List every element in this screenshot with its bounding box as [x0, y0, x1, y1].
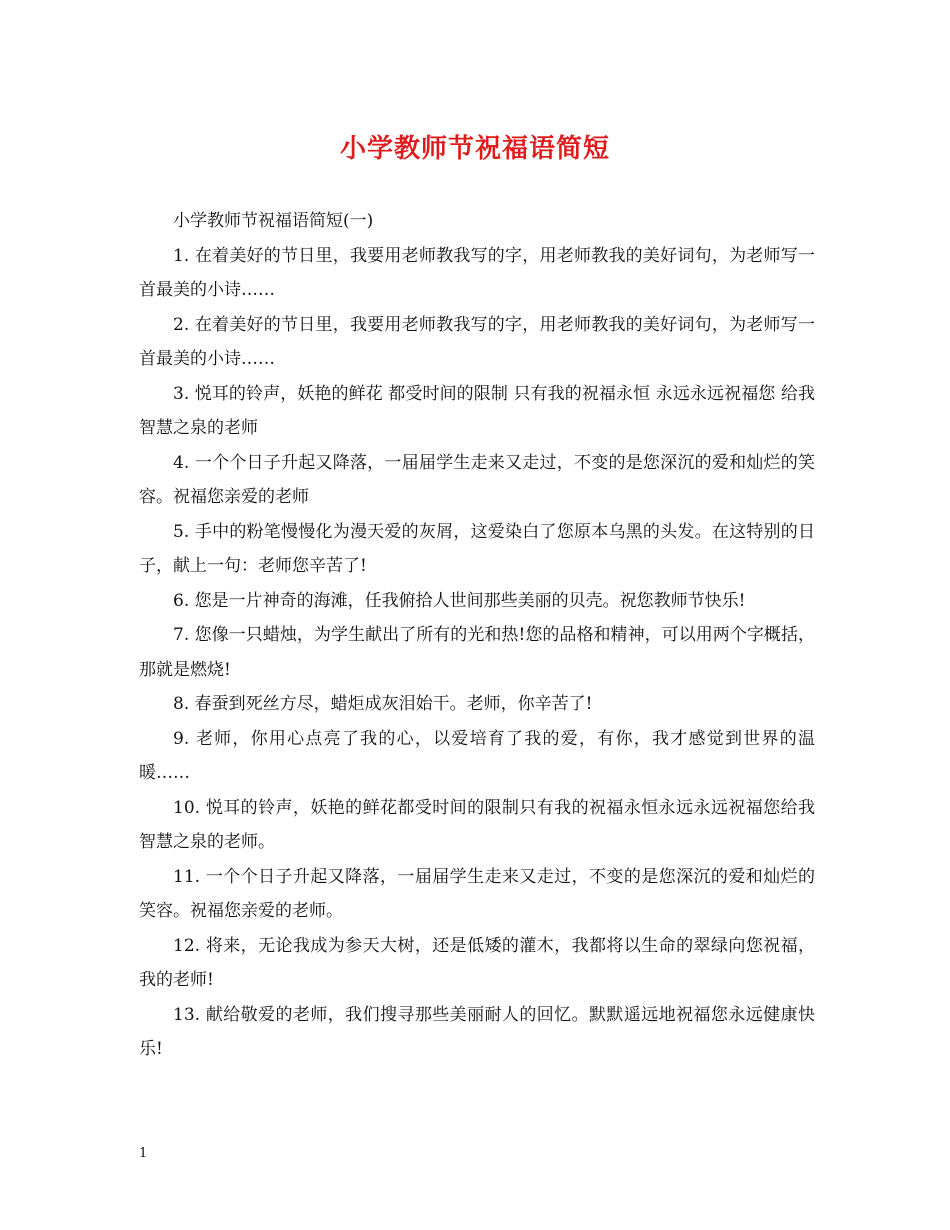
blessing-item-8: 8. 春蚕到死丝方尽，蜡炬成灰泪始干。老师，你辛苦了! — [173, 694, 593, 714]
document-body — [139, 204, 815, 1067]
blessing-item-6: 6. 您是一片神奇的海滩，任我俯拾人世间那些美丽的贝壳。祝您教师节快乐! — [173, 590, 746, 611]
blessing-item-11: 11. 一个个日子升起又降落，一届届学生走来又走过，不变的是您深沉的爱和灿烂的笑容。祝福您亲爱的老师。 — [139, 866, 815, 921]
page-number: 1 — [139, 1146, 148, 1161]
document-title: 小学教师节祝福语简短 — [339, 134, 610, 164]
section-subtitle: 小学教师节祝福语简短(一) — [173, 211, 374, 231]
blessing-item-12: 12. 将来，无论我成为参天大树，还是低矮的灌木，我都将以生命的翠绿向您祝福，我的老师! — [139, 935, 815, 990]
blessing-item-2: 2. 在着美好的节日里，我要用老师教我写的字，用老师教我的美好词句，为老师写一首最美的小诗…… — [139, 314, 815, 369]
blessing-item-9: 9. 老师，你用心点亮了我的心，以爱培育了我的爱，有你，我才感觉到世界的温暖…… — [139, 728, 815, 783]
blessing-item-13: 13. 献给敬爱的老师，我们搜寻那些美丽耐人的回忆。默默遥远地祝福您永远健康快乐! — [139, 1004, 815, 1059]
blessing-item-5: 5. 手中的粉笔慢慢化为漫天爱的灰屑，这爱染白了您原本乌黑的头发。在这特别的日子，献上一句：老师您辛苦了! — [139, 521, 815, 576]
blessing-item-4: 4. 一个个日子升起又降落，一届届学生走来又走过，不变的是您深沉的爱和灿烂的笑容。祝福您亲爱的老师 — [139, 452, 815, 507]
blessing-item-10: 10. 悦耳的铃声，妖艳的鲜花都受时间的限制只有我的祝福永恒永远永远祝福您给我智慧之泉的老师。 — [139, 797, 815, 852]
blessing-item-7: 7. 您像一只蜡烛，为学生献出了所有的光和热!您的品格和精神，可以用两个字概括，那就是燃烧! — [139, 625, 815, 680]
blessing-item-3: 3. 悦耳的铃声，妖艳的鲜花 都受时间的限制 只有我的祝福永恒 永远永远祝福您 给我智慧之泉的老师 — [139, 383, 815, 438]
blessing-item-1: 1. 在着美好的节日里，我要用老师教我写的字，用老师教我的美好词句，为老师写一首最美的小诗…… — [139, 245, 815, 300]
